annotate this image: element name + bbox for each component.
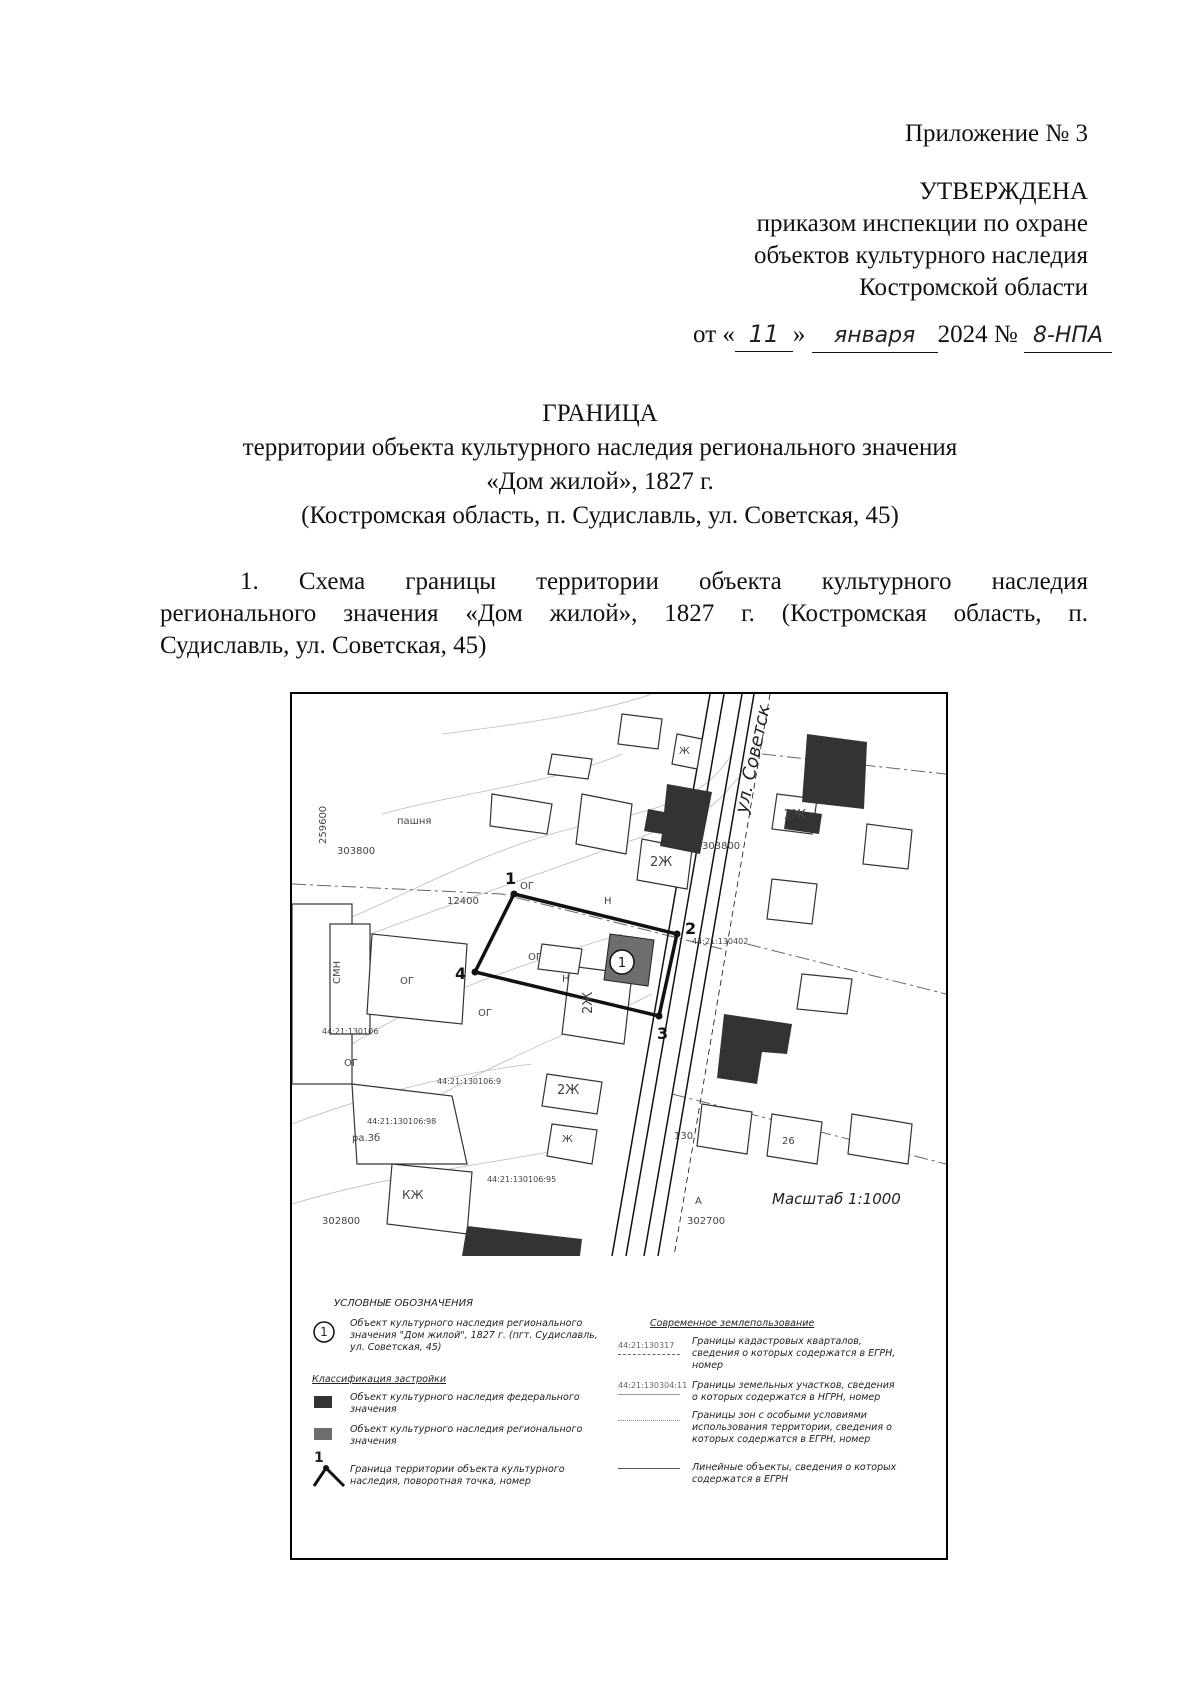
object-number: 1: [617, 956, 627, 971]
document-title: ГРАНИЦА: [542, 400, 658, 427]
title-line-1: территории объекта культурного наследия регионального значения: [242, 434, 958, 461]
legend-federal-1: Объект культурного наследия федерального: [350, 1392, 580, 1403]
scheme-paragraph: [160, 566, 1088, 662]
num-26-label: 26: [782, 1136, 795, 1147]
kzh-label: КЖ: [402, 1188, 424, 1202]
federal-object-5: [462, 1226, 582, 1256]
zh-label-low: Ж: [562, 1134, 573, 1145]
order-date-prefix: от «: [693, 321, 735, 348]
legend-zones-3: которых содержатся в ЕГРН, номер: [692, 1434, 871, 1445]
building-og-left: [367, 934, 467, 1024]
coord-left-vertical: 259600: [318, 805, 329, 844]
point-3-label: 3: [657, 1024, 669, 1043]
building-right-mid: [767, 879, 817, 924]
order-date-line: [693, 318, 1112, 353]
plot-4-label: 44:21:130106:95: [487, 1175, 557, 1184]
n-label-mid: Н: [562, 974, 570, 985]
legend-land-use: Современное землепользование: [650, 1318, 815, 1329]
paragraph-line-2: регионального значения «Дом жилой», 1827 г. (Костромская область, п.: [160, 600, 1088, 627]
appendix-number: Приложение № 3: [904, 120, 1088, 147]
federal-object-2: [802, 734, 867, 809]
og-label-left: ОГ: [400, 976, 414, 987]
legend-plot-line: [618, 1394, 680, 1395]
approval-line-2: объектов культурного наследия: [754, 242, 1088, 269]
legend-zones-1: Границы зон с особыми условиями: [692, 1410, 867, 1421]
point-2-marker: [674, 931, 681, 938]
legend-linear-2: содержатся в ЕГРН: [692, 1474, 789, 1485]
legend-linear-line: [618, 1468, 680, 1469]
map-drawing: [292, 694, 946, 1256]
plot-1-label: 44:21:130106: [322, 1027, 379, 1036]
point-4-marker: [472, 969, 479, 976]
bottom-a-label: А: [695, 1196, 702, 1207]
building-top-2: [548, 754, 592, 779]
2zh-label-right: 2Ж: [784, 808, 807, 823]
street-label: ул. Советск: [731, 702, 775, 816]
og-label-mid: ОГ: [528, 952, 542, 963]
approval-line-1: приказом инспекции по охране: [756, 210, 1088, 237]
legend-classification: Классификация застройки: [312, 1374, 447, 1385]
building-n-mid: [538, 944, 582, 974]
plot-5-label: 44:21:130402: [692, 937, 749, 946]
2zh-label-mid: 2Ж: [581, 991, 596, 1014]
building-upper-1: [490, 794, 552, 834]
legend-boundary-2: наследия, поворотная точка, номер: [350, 1476, 531, 1487]
order-year: 2024 №: [937, 321, 1018, 348]
boundary-map: [290, 692, 948, 1258]
legend-boundary-number: 1: [314, 1450, 324, 1466]
2zh-label-low: 2Ж: [557, 1083, 580, 1098]
num-130-label: 130: [674, 1131, 694, 1142]
plot-3-label: 44:21:130106:98: [367, 1117, 437, 1126]
building-right-low: [797, 974, 852, 1014]
map-legend: [290, 1256, 948, 1560]
legend-zones-line: [618, 1420, 680, 1421]
legend-linear-1: Линейные объекты, сведения о которых: [692, 1462, 897, 1473]
handwritten-day: 11: [748, 320, 780, 348]
legend-plots-2: о которых содержатся в НГРН, номер: [692, 1392, 881, 1403]
point-3-marker: [656, 1013, 663, 1020]
legend-federal-swatch: [314, 1396, 332, 1408]
zh-label-upper: Ж: [679, 746, 690, 757]
legend-boundary-1: Граница территории объекта культурного: [350, 1464, 565, 1475]
n-label-upper: Н: [604, 896, 612, 907]
legend-cad-label: 44:21:130317: [618, 1341, 675, 1350]
legend-cad-2: сведения о которых содержатся в ЕГРН,: [692, 1348, 896, 1359]
legend-boundary-symbol: [312, 1462, 346, 1488]
point-1-label: 1: [505, 869, 517, 888]
building-kzh: [387, 1164, 472, 1234]
smn-label: СМН: [332, 960, 343, 984]
building-right-bottom-2: [848, 1114, 912, 1164]
legend-federal-2: значения: [350, 1404, 397, 1415]
og-label-top: ОГ: [520, 881, 534, 892]
legend-cad-3: номер: [692, 1360, 724, 1371]
og-label-low: ОГ: [478, 1008, 492, 1019]
legend-regional-2: значения: [350, 1436, 397, 1447]
building-upper-2: [576, 794, 632, 854]
legend-regional-1: Объект культурного наследия регионального: [350, 1424, 583, 1435]
handwritten-number: 8-НПА: [1032, 323, 1104, 348]
title-line-2: «Дом жилой», 1827 г.: [486, 468, 714, 495]
handwritten-month: января: [834, 323, 916, 348]
coord-mid-label: 303800: [702, 841, 741, 852]
field-label: пашня: [397, 816, 432, 827]
2zh-label-upper: 2Ж: [650, 855, 673, 870]
point-4-label: 4: [455, 964, 467, 983]
approval-line-3: Костромской области: [859, 274, 1088, 301]
legend-object-text-2: значения "Дом жилой", 1827 г. (пгт. Судиславль,: [350, 1330, 598, 1341]
ra-label: ра.3б: [352, 1133, 381, 1144]
building-right-upper: [863, 824, 912, 869]
legend-plots-1: Границы земельных участков, сведения: [692, 1380, 895, 1391]
coord-left-label: 303800: [337, 846, 376, 857]
federal-object-4: [717, 1014, 792, 1084]
paragraph-line-1: 1. Схема границы территории объекта культурного наследия: [240, 568, 1088, 595]
og-label-bottom: ОГ: [344, 1058, 358, 1069]
point-1-marker: [511, 891, 518, 898]
legend-heading: УСЛОВНЫЕ ОБОЗНАЧЕНИЯ: [334, 1298, 474, 1309]
plot-2-label: 44:21:130106:9: [437, 1077, 502, 1086]
quarter-number: 12400: [447, 896, 479, 907]
coord-bottom-right: 302700: [687, 1216, 726, 1227]
approved-label: УТВЕРЖДЕНА: [919, 178, 1088, 205]
legend-object-number: 1: [320, 1325, 328, 1339]
order-date-mid: »: [792, 321, 806, 348]
legend-plot-label: 44:21:130304:11: [618, 1381, 688, 1390]
title-line-3: (Костромская область, п. Судиславль, ул. Советская, 45): [301, 502, 899, 529]
legend-object-text-3: ул. Советская, 45): [350, 1342, 442, 1353]
building-top-1: [618, 714, 662, 749]
coord-bottom-left: 302800: [322, 1216, 361, 1227]
legend-object-text-1: Объект культурного наследия регионального: [350, 1318, 583, 1329]
paragraph-line-3: Судиславль, ул. Советская, 45): [160, 632, 487, 659]
legend-regional-swatch: [314, 1428, 332, 1440]
legend-cad-1: Границы кадастровых кварталов,: [692, 1336, 862, 1347]
point-2-label: 2: [685, 919, 697, 938]
legend-zones-2: использования территории, сведения о: [692, 1422, 892, 1433]
map-scale: Масштаб 1:1000: [772, 1190, 901, 1208]
legend-cad-line: [618, 1354, 680, 1355]
building-right-bottom-1: [697, 1104, 752, 1154]
